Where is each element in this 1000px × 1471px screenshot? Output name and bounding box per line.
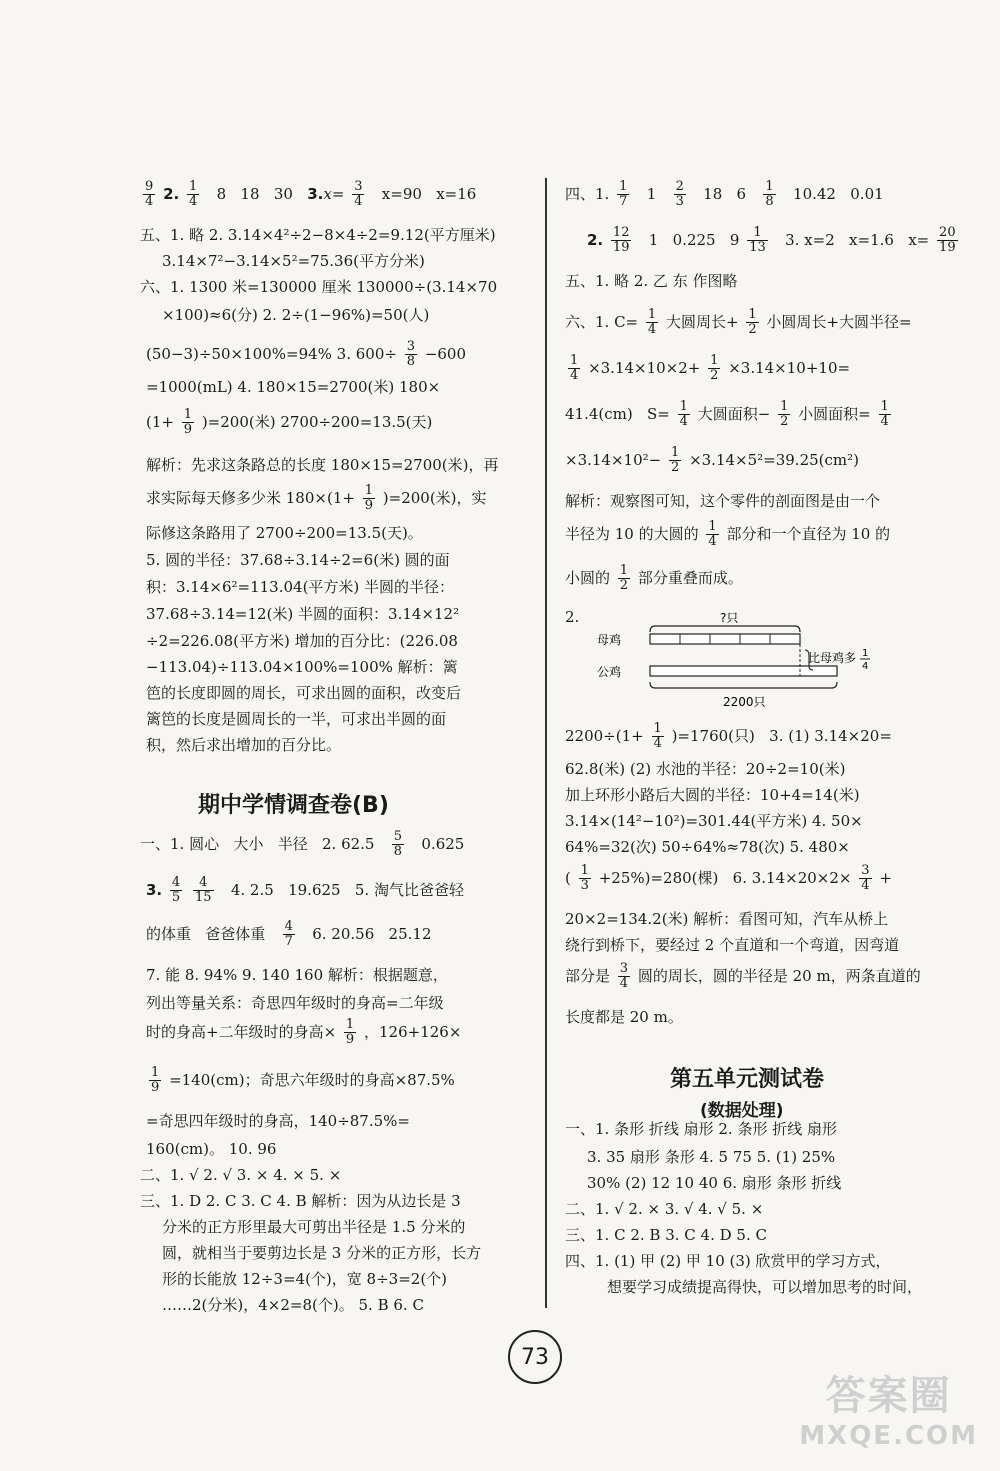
answer-line: 想要学习成绩提高得快，可以增加思考的时间，	[607, 1278, 923, 1296]
answer-line: 一、1. 条形 折线 扇形 2. 条形 折线 扇形	[565, 1120, 838, 1138]
fraction: $\frac{3}{4}$	[619, 961, 629, 992]
answer-line: 的体重 爸爸体重 $\frac{4}{7}$ 6. 20.56 25.12	[146, 919, 432, 950]
fraction: $\frac{9}{4}$	[145, 179, 154, 210]
answer-line: 2200÷(1+ $\frac{1}{4}$ )=1760(只) 3. (1) 3.14×20=	[565, 721, 892, 752]
answer-line: ……2(分米)，4×2=8(个)。 5. B 6. C	[162, 1296, 424, 1314]
answer-line: 六、1. 1300 米=130000 厘米 130000÷(3.14×70	[140, 278, 498, 296]
answer-line: =奇思四年级时的身高，140÷87.5%=	[146, 1112, 410, 1130]
answer-line: 30% (2) 12 10 40 6. 扇形 条形 折线	[587, 1174, 842, 1192]
answer-line: 长度都是 20 m。	[565, 1008, 683, 1026]
fraction-den: 4	[862, 661, 869, 672]
fraction: $\frac{1}{9}$	[345, 1017, 355, 1048]
fraction: $\frac{1}{7}$	[619, 179, 628, 210]
answer-line: 五、1. 略 2. 乙 东 作图略	[565, 272, 738, 290]
fraction: $\frac{2}{3}$	[675, 179, 684, 210]
fraction: $\frac{1}{2}$	[619, 563, 629, 594]
answer-line: 求实际每天修多少米 180×(1+ $\frac{1}{9}$ )=200(米)，实	[146, 483, 487, 514]
answer-line: 部分是 $\frac{3}{4}$ 圆的周长，圆的半径是 20 m，两条直道的	[565, 961, 921, 992]
answer-line: 绕行到桥下，要经过 2 个直道和一个弯道，因弯道	[565, 936, 900, 954]
fraction: $\frac{3}{8}$	[406, 339, 416, 370]
answer-line: 时的身高+二年级时的身高× $\frac{1}{9}$ ，126+126×	[146, 1017, 462, 1048]
answer-line: 篱笆的长度是圆周长的一半，可求出半圆的面	[146, 710, 447, 728]
brace-bottom	[650, 682, 837, 688]
answer-line: 5. 圆的半径：37.68÷3.14÷2=6(米) 圆的面	[146, 551, 450, 569]
answer-line: 三、1. C 2. B 3. C 4. D 5. C	[565, 1226, 767, 1244]
answer-line: 2. $\frac{12}{19}$ 1 0.225 9 $\frac{1}{13}$ 3. x=2 x=1.6 x= $\frac{20}{19}$	[587, 225, 956, 256]
watermark-url: MXQE.COM	[799, 1421, 978, 1451]
fraction: $\frac{4}{7}$	[284, 919, 293, 950]
answer-line: =1000(mL) 4. 180×15=2700(米) 180×	[146, 378, 441, 396]
section-subtitle: (数据处理)	[700, 1101, 784, 1121]
answer-line: 六、1. C= $\frac{1}{4}$ 大圆周长+ $\frac{1}{2}$ 小圆周长+大圆半径=	[565, 307, 912, 338]
fraction: $\frac{1}{9}$	[183, 407, 193, 438]
answer-line: 41.4(cm) S= $\frac{1}{4}$ 大圆面积− $\frac{1}{2}$ 小圆面积= $\frac{1}{4}$	[565, 399, 889, 430]
total-label: 2200只	[723, 695, 766, 709]
fraction: $\frac{1}{4}$	[188, 179, 198, 210]
answer-line: 解析：先求这条路总的长度 180×15=2700(米)，再	[146, 456, 499, 474]
answer-line: −113.04)÷113.04×100%=100% 解析：篱	[146, 658, 458, 676]
answer-line: 加上环形小路后大圆的半径：10+4=14(米)	[565, 786, 860, 804]
fraction: $\frac{4}{5}$	[171, 875, 181, 906]
answer-line: 解析：观察图可知，这个零件的剖面图是由一个	[565, 492, 881, 510]
fraction: $\frac{1}{2}$	[748, 307, 757, 338]
answer-line: ×3.14×10²− $\frac{1}{2}$ ×3.14×5²=39.25(cm²)	[565, 445, 860, 476]
section-title: 第五单元测试卷	[670, 1067, 825, 1092]
answer-line: 圆，就相当于要剪边长是 3 分米的正方形，长方	[162, 1244, 482, 1262]
fraction: $\frac{3}{4}$	[861, 863, 870, 894]
fraction: $\frac{1}{4}$	[708, 519, 717, 550]
answer-line: ÷2=226.08(平方米) 增加的百分比：(226.08	[146, 632, 458, 650]
answer-line: 37.68÷3.14=12(米) 半圆的面积：3.14×12²	[146, 605, 460, 623]
answer-line: 列出等量关系：奇思四年级时的身高=二年级	[146, 994, 444, 1012]
fraction: $\frac{1}{9}$	[364, 483, 373, 514]
fraction: $\frac{1}{3}$	[580, 863, 589, 894]
fraction: $\frac{1}{4}$	[679, 399, 688, 430]
answer-line: $\frac{1}{9}$ =140(cm)；奇思六年级时的身高×87.5%	[151, 1065, 455, 1096]
answer-line: 小圆的 $\frac{1}{2}$ 部分重叠而成。	[565, 563, 743, 594]
answer-line: $\frac{9}{4}$ 2. $\frac{1}{4}$ 8 18 30 3.x= $\frac{3}{4}$ x=90 x=16	[145, 179, 477, 210]
answer-line: 二、1. √ 2. × 3. √ 4. √ 5. ×	[565, 1200, 764, 1218]
fraction: $\frac{12}{19}$	[612, 225, 630, 256]
answer-line: 3.14×7²−3.14×5²=75.36(平方分米)	[162, 252, 425, 270]
answer-line: $\frac{1}{4}$ ×3.14×10×2+ $\frac{1}{2}$ ×3.14×10+10=	[570, 353, 851, 384]
fraction: $\frac{1}{8}$	[765, 179, 774, 210]
answer-line: 3.14×(14²−10²)=301.44(平方米) 4. 50×	[565, 812, 863, 830]
fraction: $\frac{1}{4}$	[570, 353, 579, 384]
answer-line: 20×2=134.2(米) 解析：看图可知，汽车从桥上	[565, 910, 889, 928]
answer-line: ( $\frac{1}{3}$ +25%)=280(棵) 6. 3.14×20×2× $\frac{3}{4}$ +	[565, 863, 892, 894]
fraction: $\frac{1}{13}$	[749, 225, 766, 256]
fraction: $\frac{1}{4}$	[647, 307, 657, 338]
answer-line: 二、1. √ 2. √ 3. × 4. × 5. ×	[140, 1166, 342, 1184]
question-number: 2.	[565, 608, 580, 626]
fraction: $\frac{3}{4}$	[354, 179, 363, 210]
section-title: 期中学情调查卷(B)	[198, 793, 389, 818]
fraction: $\frac{1}{4}$	[880, 399, 889, 430]
brace-top	[650, 626, 800, 632]
fraction: $\frac{4}{15}$	[194, 875, 212, 906]
answer-line: 际修这条路用了 2700÷200=13.5(天)。	[146, 524, 423, 542]
answer-line: (50−3)÷50×100%=94% 3. 600÷ $\frac{3}{8}$ −600	[146, 339, 467, 370]
fraction: $\frac{1}{2}$	[671, 445, 680, 476]
answer-line: 64%=32(次) 50÷64%≈78(次) 5. 480×	[565, 838, 850, 856]
fraction: $\frac{1}{2}$	[780, 399, 789, 430]
answer-line: 笆的长度即圆的周长，可求出圆的面积，改变后	[146, 684, 462, 702]
answer-line: 积，然后求出增加的百分比。	[146, 736, 342, 754]
hen-bar	[650, 634, 800, 644]
page-number: 73	[508, 1330, 562, 1384]
answer-line: 3. $\frac{4}{5}$ $\frac{4}{15}$ 4. 2.5 19.625 5. 淘气比爸爸轻	[146, 875, 464, 906]
answer-line: 五、1. 略 2. 3.14×4²÷2−8×4÷2=9.12(平方厘米)	[140, 226, 496, 244]
answer-line: 3. 35 扇形 条形 4. 5 75 5. (1) 25%	[587, 1148, 836, 1166]
answer-line: 形的长能放 12÷3=4(个)，宽 8÷3=2(个)	[162, 1270, 448, 1288]
answer-line: ×100)≈6(分) 2. 2÷(1−96%)=50(人)	[162, 306, 430, 324]
answer-line: 一、1. 圆心 大小 半径 2. 62.5 $\frac{5}{8}$ 0.625	[140, 829, 465, 860]
fraction: $\frac{1}{9}$	[151, 1065, 160, 1096]
fraction: $\frac{1}{4}$	[653, 721, 662, 752]
answer-line: 160(cm)。 10. 96	[146, 1140, 277, 1158]
answer-line: 三、1. D 2. C 3. C 4. B 解析：因为从边长是 3	[140, 1192, 461, 1210]
fraction: $\frac{5}{8}$	[393, 829, 403, 860]
question-label: ?只	[720, 611, 739, 625]
column-divider	[545, 178, 547, 1308]
answer-line: 半径为 10 的大圆的 $\frac{1}{4}$ 部分和一个直径为 10 的	[565, 519, 891, 550]
more-label: 比母鸡多	[808, 651, 857, 665]
answer-line: 四、1. $\frac{1}{7}$ 1 $\frac{2}{3}$ 18 6 $\frac{1}{8}$ 10.42 0.01	[565, 179, 884, 210]
segment-diagram	[595, 610, 895, 720]
rooster-label: 公鸡	[597, 665, 622, 679]
answer-line: 7. 能 8. 94% 9. 140 160 解析：根据题意，	[146, 966, 448, 984]
fraction: $\frac{1}{2}$	[710, 353, 719, 384]
answer-line: 四、1. (1) 甲 (2) 甲 10 (3) 欣赏甲的学习方式，	[565, 1252, 891, 1270]
answer-line: 62.8(米) (2) 水池的半径：20÷2=10(米)	[565, 760, 846, 778]
watermark	[799, 1364, 978, 1451]
answer-line: 积：3.14×6²=113.04(平方米) 半圆的半径：	[146, 578, 455, 596]
answer-line: (1+ $\frac{1}{9}$ )=200(米) 2700÷200=13.5(天)	[146, 407, 433, 438]
hen-label: 母鸡	[597, 633, 622, 647]
fraction-num: 1	[862, 648, 869, 659]
answer-line: 分米的正方形里最大可剪出半径是 1.5 分米的	[162, 1218, 466, 1236]
watermark-logo: 答案圈	[825, 1373, 952, 1419]
fraction: $\frac{20}{19}$	[939, 225, 956, 256]
